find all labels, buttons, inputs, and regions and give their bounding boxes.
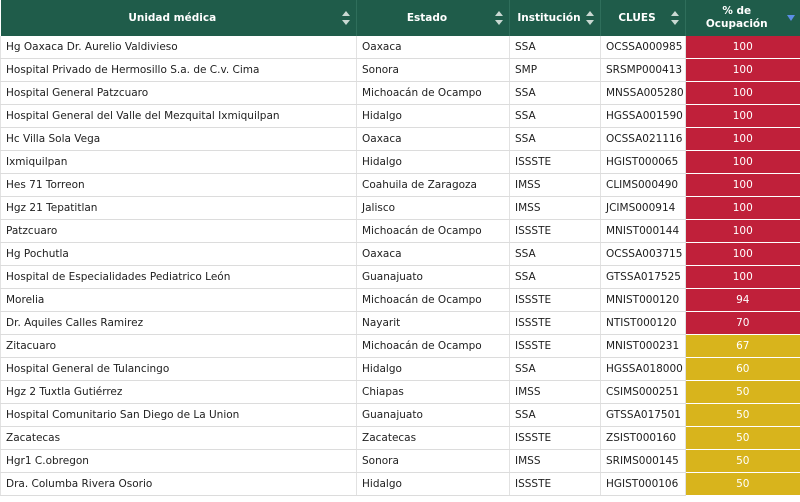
cell-estado: Guanajuato [357, 266, 510, 289]
table-row[interactable] [1, 243, 800, 266]
cell-unidad-medica: Hgr1 C.obregon [1, 450, 357, 473]
table-body [1, 36, 800, 496]
cell-ocupacion: 100 [686, 174, 800, 197]
cell-estado: Oaxaca [357, 128, 510, 151]
cell-institucion: SMP [510, 59, 601, 82]
cell-estado: Hidalgo [357, 105, 510, 128]
cell-unidad-medica: Hospital Comunitario San Diego de La Union [1, 404, 357, 427]
table-row[interactable] [1, 82, 800, 105]
table-row[interactable] [1, 266, 800, 289]
sort-desc-icon[interactable] [787, 15, 795, 21]
cell-estado: Chiapas [357, 381, 510, 404]
cell-unidad-medica: Morelia [1, 289, 357, 312]
cell-estado: Oaxaca [357, 243, 510, 266]
cell-clues: MNIST000231 [601, 335, 686, 358]
cell-institucion: IMSS [510, 197, 601, 220]
cell-unidad-medica: Zitacuaro [1, 335, 357, 358]
cell-estado: Michoacán de Ocampo [357, 82, 510, 105]
cell-unidad-medica: Hgz 21 Tepatitlan [1, 197, 357, 220]
cell-ocupacion: 100 [686, 220, 800, 243]
table-row[interactable] [1, 335, 800, 358]
cell-clues: HGSSA018000 [601, 358, 686, 381]
cell-institucion: ISSSTE [510, 427, 601, 450]
column-header-label: % de Ocupación [705, 5, 768, 30]
cell-ocupacion: 100 [686, 243, 800, 266]
cell-unidad-medica: Hgz 2 Tuxtla Gutiérrez [1, 381, 357, 404]
cell-ocupacion: 100 [686, 197, 800, 220]
cell-ocupacion: 50 [686, 404, 800, 427]
table-row[interactable] [1, 450, 800, 473]
cell-ocupacion: 100 [686, 82, 800, 105]
cell-institucion: SSA [510, 82, 601, 105]
cell-clues: HGIST000065 [601, 151, 686, 174]
cell-ocupacion: 70 [686, 312, 800, 335]
cell-ocupacion: 50 [686, 473, 800, 496]
table-row[interactable] [1, 105, 800, 128]
cell-ocupacion: 60 [686, 358, 800, 381]
cell-estado: Oaxaca [357, 36, 510, 59]
table-row[interactable] [1, 197, 800, 220]
cell-unidad-medica: Dra. Columba Rivera Osorio [1, 473, 357, 496]
table-row[interactable] [1, 59, 800, 82]
cell-unidad-medica: Zacatecas [1, 427, 357, 450]
table-header [1, 0, 800, 36]
cell-unidad-medica: Hospital General Patzcuaro [1, 82, 357, 105]
cell-clues: MNIST000144 [601, 220, 686, 243]
column-header-label: CLUES [618, 11, 656, 24]
cell-estado: Sonora [357, 450, 510, 473]
table-row[interactable] [1, 128, 800, 151]
cell-ocupacion: 50 [686, 450, 800, 473]
cell-institucion: ISSSTE [510, 220, 601, 243]
column-header-ocupacion[interactable] [686, 0, 800, 36]
cell-institucion: ISSSTE [510, 473, 601, 496]
cell-clues: CSIMS000251 [601, 381, 686, 404]
cell-institucion: ISSSTE [510, 151, 601, 174]
cell-estado: Michoacán de Ocampo [357, 335, 510, 358]
cell-clues: OCSSA000985 [601, 36, 686, 59]
header-row [1, 0, 800, 36]
cell-estado: Hidalgo [357, 358, 510, 381]
table-row[interactable] [1, 151, 800, 174]
cell-ocupacion: 100 [686, 59, 800, 82]
table-row[interactable] [1, 289, 800, 312]
cell-unidad-medica: Hg Pochutla [1, 243, 357, 266]
table-row[interactable] [1, 220, 800, 243]
cell-estado: Michoacán de Ocampo [357, 289, 510, 312]
cell-institucion: IMSS [510, 450, 601, 473]
cell-institucion: SSA [510, 105, 601, 128]
cell-ocupacion: 100 [686, 105, 800, 128]
cell-ocupacion: 50 [686, 427, 800, 450]
column-header-institucion[interactable] [510, 0, 601, 36]
cell-clues: GTSSA017525 [601, 266, 686, 289]
cell-ocupacion: 94 [686, 289, 800, 312]
cell-estado: Sonora [357, 59, 510, 82]
sort-both-icon[interactable] [671, 11, 679, 25]
cell-estado: Michoacán de Ocampo [357, 220, 510, 243]
cell-institucion: ISSSTE [510, 312, 601, 335]
cell-institucion: SSA [510, 36, 601, 59]
cell-ocupacion: 100 [686, 128, 800, 151]
cell-institucion: ISSSTE [510, 289, 601, 312]
cell-unidad-medica: Hg Oaxaca Dr. Aurelio Valdivieso [1, 36, 357, 59]
cell-institucion: SSA [510, 266, 601, 289]
cell-unidad-medica: Hospital Privado de Hermosillo S.a. de C.v. Cima [1, 59, 357, 82]
cell-ocupacion: 100 [686, 266, 800, 289]
cell-estado: Jalisco [357, 197, 510, 220]
cell-unidad-medica: Patzcuaro [1, 220, 357, 243]
sort-both-icon[interactable] [495, 11, 503, 25]
cell-ocupacion: 100 [686, 36, 800, 59]
cell-clues: MNSSA005280 [601, 82, 686, 105]
cell-unidad-medica: Ixmiquilpan [1, 151, 357, 174]
cell-institucion: SSA [510, 243, 601, 266]
cell-clues: GTSSA017501 [601, 404, 686, 427]
cell-institucion: ISSSTE [510, 335, 601, 358]
cell-clues: NTIST000120 [601, 312, 686, 335]
cell-estado: Guanajuato [357, 404, 510, 427]
cell-unidad-medica: Dr. Aquiles Calles Ramirez [1, 312, 357, 335]
cell-clues: HGIST000106 [601, 473, 686, 496]
cell-institucion: SSA [510, 404, 601, 427]
table-row[interactable] [1, 312, 800, 335]
cell-estado: Hidalgo [357, 473, 510, 496]
cell-institucion: SSA [510, 358, 601, 381]
table-row[interactable] [1, 404, 800, 427]
cell-institucion: IMSS [510, 381, 601, 404]
cell-clues: HGSSA001590 [601, 105, 686, 128]
cell-estado: Zacatecas [357, 427, 510, 450]
cell-ocupacion: 67 [686, 335, 800, 358]
cell-estado: Nayarit [357, 312, 510, 335]
cell-clues: JCIMS000914 [601, 197, 686, 220]
cell-institucion: SSA [510, 128, 601, 151]
column-header-clues[interactable] [601, 0, 686, 36]
table-row[interactable] [1, 36, 800, 59]
table-row[interactable] [1, 381, 800, 404]
cell-clues: ZSIST000160 [601, 427, 686, 450]
cell-unidad-medica: Hes 71 Torreon [1, 174, 357, 197]
table-row[interactable] [1, 174, 800, 197]
cell-unidad-medica: Hospital de Especialidades Pediatrico León [1, 266, 357, 289]
cell-clues: SRIMS000145 [601, 450, 686, 473]
cell-ocupacion: 50 [686, 381, 800, 404]
cell-clues: SRSMP000413 [601, 59, 686, 82]
cell-clues: OCSSA021116 [601, 128, 686, 151]
sort-both-icon[interactable] [586, 11, 594, 25]
cell-estado: Hidalgo [357, 151, 510, 174]
column-header-estado[interactable] [357, 0, 510, 36]
table-row[interactable] [1, 473, 800, 496]
cell-ocupacion: 100 [686, 151, 800, 174]
table-row[interactable] [1, 427, 800, 450]
table-row[interactable] [1, 358, 800, 381]
sort-both-icon[interactable] [342, 11, 350, 25]
column-header-label: Estado [406, 11, 448, 24]
cell-unidad-medica: Hospital General del Valle del Mezquital Ixmiquilpan [1, 105, 357, 128]
cell-clues: CLIMS000490 [601, 174, 686, 197]
column-header-label: Institución [517, 11, 581, 24]
cell-estado: Coahuila de Zaragoza [357, 174, 510, 197]
cell-clues: OCSSA003715 [601, 243, 686, 266]
cell-clues: MNIST000120 [601, 289, 686, 312]
column-header-unidad-medica[interactable] [1, 0, 357, 36]
cell-unidad-medica: Hc Villa Sola Vega [1, 128, 357, 151]
column-header-label: Unidad médica [128, 11, 217, 24]
cell-institucion: IMSS [510, 174, 601, 197]
cell-unidad-medica: Hospital General de Tulancingo [1, 358, 357, 381]
